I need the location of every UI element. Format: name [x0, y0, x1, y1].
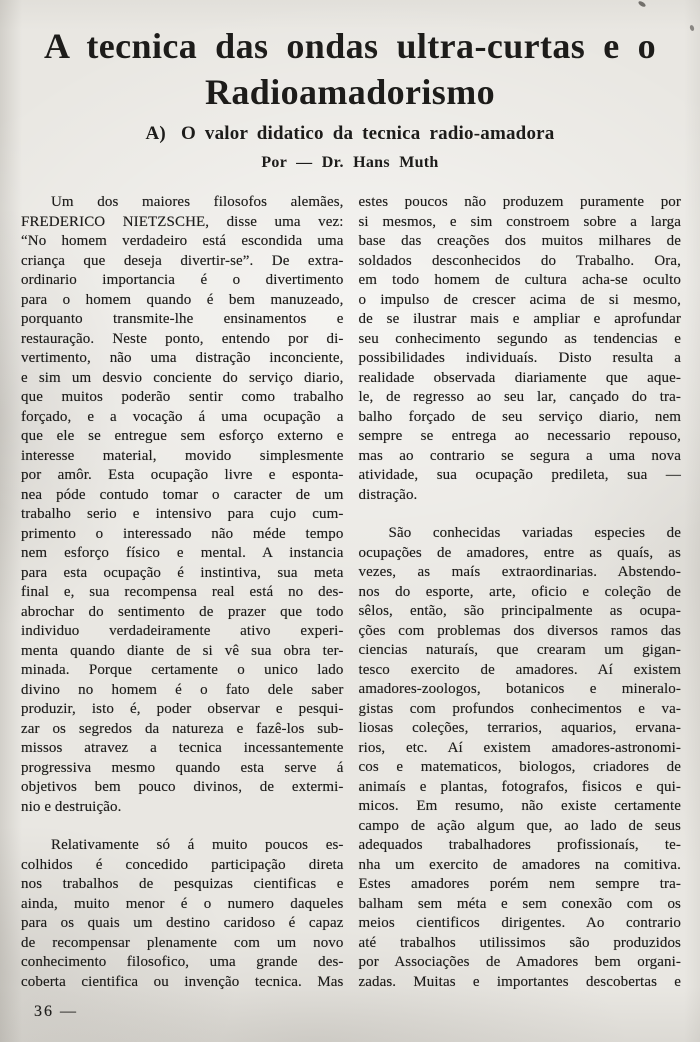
text-line: por amôr. Esta ocupação livre e esponta- — [21, 467, 344, 483]
text-line: de recompensar plenamente com um novo — [21, 934, 344, 951]
paragraph — [359, 524, 682, 992]
text-line: objetivos bem pouco divinos, de extermi- — [21, 779, 344, 795]
text-line: Relativamente só á muito poucos es- — [51, 837, 344, 853]
text-line: que muitos poderão sentir como trabalho — [21, 389, 344, 405]
text-line: realidade observada diariamente que aque- — [358, 369, 681, 386]
text-line: estes poucos não produzem puramente por — [358, 194, 681, 210]
byline: Por — Dr. Hans Muth — [261, 154, 439, 171]
text-line: balho forçado de seu serviço diario, nem — [358, 408, 681, 425]
text-line: “No homem verdadeiro está escondida uma — [21, 233, 344, 249]
article-body — [21, 193, 681, 992]
text-line: cos e matematicos, biologos, criadores de — [358, 759, 681, 775]
text-line: vertimento, não uma distração inconciente, — [21, 350, 344, 366]
text-line: nio e destruição. — [21, 798, 122, 815]
text-line: zadas. Muitas e importantes descobertas e — [358, 973, 681, 990]
text-line: de se ilustrar mais e ampliar e aprofundar — [358, 311, 681, 327]
text-column-left — [21, 193, 344, 992]
text-line: porquanto transmite-lhe ensinamentos e — [21, 311, 344, 327]
paragraph — [359, 193, 682, 505]
text-column-right — [359, 193, 682, 992]
text-line: animaís e plantas, fotografos, fisicos e qui- — [358, 778, 681, 795]
article-header — [0, 0, 700, 172]
text-line: Um dos maiores filosofos alemães, — [51, 194, 344, 210]
text-line: nos trabalhos de pesquizas cientificas e — [21, 876, 344, 892]
text-line: micos. Em resumo, não existe certamente — [358, 798, 681, 814]
text-line: para os quais um destino caridoso é capaz — [21, 915, 344, 931]
paragraph — [21, 193, 344, 817]
text-line: ocupações de amadores, entre as quaís, as — [358, 544, 681, 561]
text-line: liosas coleções, terrarios, aquarios, ervana- — [358, 720, 681, 736]
text-line: nha um exercito de amadores na comitiva. — [358, 856, 681, 873]
text-line: nos do esporte, arte, oficio e coleção de — [358, 583, 681, 600]
text-line: vezes, as maís extraordinarias. Abstendo- — [358, 564, 681, 580]
text-line: conhecimento filosofico, uma grande des- — [21, 954, 344, 970]
text-line: mas ao contrario se segura a uma nova — [358, 447, 681, 464]
text-line: Estes amadores porém nem sempre tra- — [358, 876, 681, 892]
text-line: soldados desconhecidos do Trabalho. Ora, — [358, 252, 681, 269]
text-line: em todo homem de cultura acha-se oculto — [358, 272, 681, 288]
text-line: sêlos, então, são principalmente as ocupa- — [358, 603, 681, 619]
section-heading — [0, 123, 700, 145]
text-line: interesse material, movido simplesmente — [21, 447, 344, 464]
text-line: tesco exercito de amadores. Aí existem — [358, 661, 681, 678]
text-line: o impulso de crescer acima de si mesmo, — [358, 291, 681, 308]
text-line: menta quando diante de si vê sua obra ter- — [21, 642, 344, 659]
section-letter: A) — [145, 123, 166, 144]
text-line: ções com problemas dos diversos ramos das — [358, 622, 681, 639]
text-line: le, de regresso ao seu lar, cançado do tra- — [358, 389, 681, 405]
text-line: ordinario importancia é o divertimento — [21, 272, 344, 288]
text-line: possibilidades individuaís. Disto resulta a — [358, 350, 681, 366]
text-line: minada. Porque certamente o unico lado — [21, 662, 344, 678]
text-line: produzir, isto é, poder observar e pesqui- — [21, 701, 344, 717]
text-line: e sim um desvio conciente do serviço diario, — [21, 369, 344, 386]
text-line: para esta ocupação é instintiva, sua meta — [21, 564, 344, 581]
article-title-line-1: A tecnica das ondas ultra-curtas e o — [44, 26, 656, 66]
text-line: criança que deseja divertir-se”. De extra- — [21, 252, 344, 269]
text-line: colhidos é concedido participação direta — [21, 856, 344, 873]
text-line: abrochar do sentimento de prazer que todo — [21, 603, 344, 620]
text-line: ainda, muito menor é o numero daqueles — [21, 895, 344, 912]
text-line: por Associações de Amadores bem organi- — [358, 954, 681, 970]
text-line: trabalho serio e intensivo para cujo cum- — [21, 506, 344, 522]
text-line: adequados trabalhadores profissionaís, te- — [358, 837, 681, 853]
page-number: 36 — — [34, 1003, 78, 1020]
text-line: amadores-zoologos, botanicos e mineralo- — [358, 681, 681, 697]
text-line: rios, etc. Aí existem amadores-astronomi- — [358, 739, 681, 756]
text-line: gistas com profundos conhecimentos e va- — [358, 700, 681, 717]
text-line: seu conhecimento segundo as tendencias e — [358, 330, 681, 347]
text-line: São conhecidas variadas especies de — [388, 525, 681, 541]
paragraph — [21, 836, 344, 992]
text-line: si mesmos, e sim constroem sobre a larga — [358, 213, 681, 230]
text-line: ciencias naturaís, que crearam um gigan- — [358, 642, 681, 658]
text-line: meios cientificos dirigentes. Ao contrario — [358, 915, 681, 931]
text-line: forçado, e a vocação á uma ocupação a — [21, 408, 344, 425]
text-line: restauração. Neste ponto, entendo por di- — [21, 330, 344, 347]
text-line: nem esforço físico e mental. A instancia — [21, 545, 344, 561]
section-title: O valor didatico da tecnica radio-amadora — [180, 123, 555, 144]
text-line: atividade, sua ocupação predileta, sua — — [358, 467, 681, 483]
text-line: para o homem quando é bem manuzeado, — [21, 291, 344, 308]
text-line: base das creações dos muitos milhares de — [358, 233, 681, 249]
text-line: distração. — [358, 486, 418, 503]
text-line: balham sem méta e sem conexão com os — [358, 895, 681, 912]
text-line: divino no homem é o fato dele saber — [21, 681, 344, 698]
text-line: missos atravez a tecnica incessantemente — [21, 740, 344, 756]
article-title-line-2: Radioamadorismo — [204, 72, 495, 112]
text-line: coberta cientifica ou invenção tecnica. Mas — [21, 973, 344, 990]
text-line: FREDERICO NIETZSCHE, disse uma vez: — [21, 213, 344, 230]
text-line: campo de ação algum que, ao lado de seus — [358, 817, 681, 834]
text-line: final e, sua recompensa real está no des- — [21, 584, 344, 600]
text-line: até trabalhos utilissimos são produzidos — [358, 934, 681, 951]
text-line: primento o interessado não méde tempo — [21, 525, 344, 542]
text-line: progressiva mesmo quando esta serve á — [21, 759, 344, 776]
text-line: individuo verdadeiramente ativo experi- — [21, 623, 344, 639]
text-line: nea póde contudo tomar o caracter de um — [21, 486, 344, 503]
text-line: zar os segredos da natureza e fazê-los sub- — [21, 720, 344, 737]
text-line: sempre se entrega ao necessario repouso, — [358, 428, 681, 444]
text-line: que ele se entregue sem esforço externo e — [21, 428, 344, 444]
